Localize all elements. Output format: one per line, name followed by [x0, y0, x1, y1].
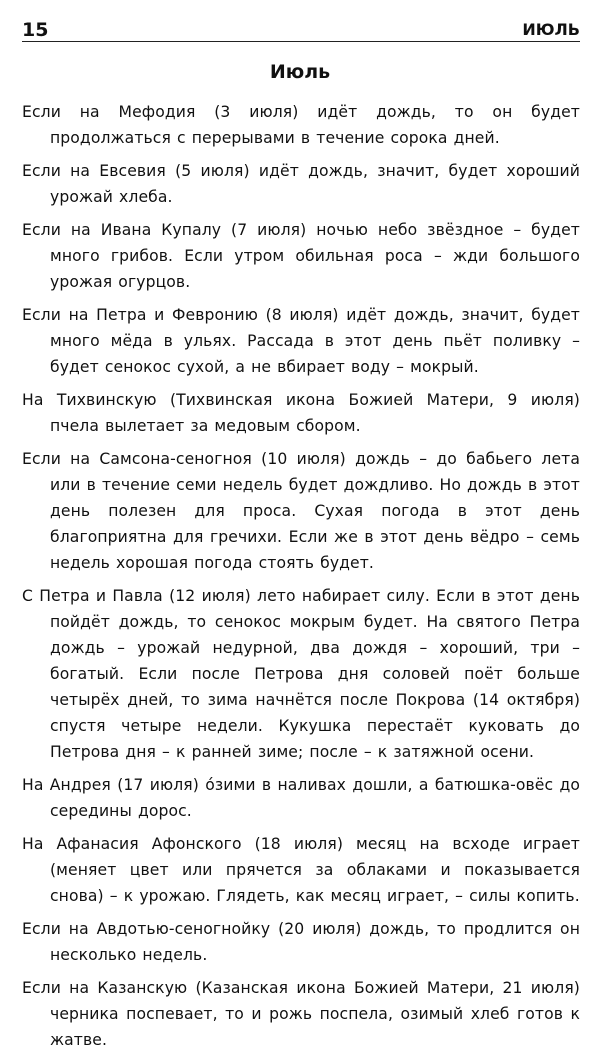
paragraph: На Афанасия Афонского (18 июля) месяц на всходе играет (меняет цвет или прячется за облаками и показывается снова) – к урожаю. Глядеть, как месяц играет, – силы копить. — [22, 835, 580, 905]
paragraph: Если на Мефодия (3 июля) идёт дождь, то он будет продолжаться с перерывами в течение сорока дней. — [22, 103, 580, 147]
paragraph: Если на Авдотью-сеногнойку (20 июля) дождь, то продлится он несколько недель. — [22, 920, 580, 964]
paragraph: Если на Петра и Февронию (8 июля) идёт дождь, значит, будет много мёда в ульях. Рассада в этот день пьёт поливку – будет сенокос сухой, а не вбирает воду – мокрый. — [22, 306, 580, 376]
paragraph: Если на Самсона-сеногноя (10 июля) дождь – до бабьего лета или в течение семи недель будет дождливо. Но дождь в этот день полезен для проса. Сухая погода в этот день благоприятна для гречихи. Если же в этот день вёдро – семь недель хорошая погода стоять будет. — [22, 450, 580, 572]
section-title: Июль — [269, 61, 331, 83]
body-text — [22, 99, 580, 1060]
paragraph: На Тихвинскую (Тихвинская икона Божией Матери, 9 июля) пчела вылетает за медовым сбором. — [22, 391, 580, 435]
page-header — [22, 16, 580, 42]
paragraph: Если на Ивана Купалу (7 июля) ночью небо звёздное – будет много грибов. Если утром обильная роса – жди большого урожая огурцов. — [22, 221, 580, 291]
page-number: 15 — [22, 19, 49, 41]
paragraph: Если на Евсевия (5 июля) идёт дождь, значит, будет хороший урожай хлеба. — [22, 162, 580, 206]
running-head: ИЮЛЬ — [522, 20, 580, 39]
paragraph: С Петра и Павла (12 июля) лето набирает силу. Если в этот день пойдёт дождь, то сенокос мокрым будет. На святого Петра дождь – урожай недурной, два дождя – хороший, три – богатый. Если после Петрова дня соловей поёт больше четырёх дней, то зима начнётся после Покрова (14 октября) спустя четыре недели. Кукушка перестаёт куковать до Петрова дня – к ранней зиме; после – к затяжной осени. — [22, 587, 580, 761]
paragraph: Если на Казанскую (Казанская икона Божией Матери, 21 июля) черника поспевает, то и рожь поспела, озимый хлеб готов к жатве. — [22, 979, 580, 1049]
paragraph: На Андрея (17 июля) о́зими в наливах дошли, а батюшка-овёс до середины дорос. — [22, 776, 580, 820]
